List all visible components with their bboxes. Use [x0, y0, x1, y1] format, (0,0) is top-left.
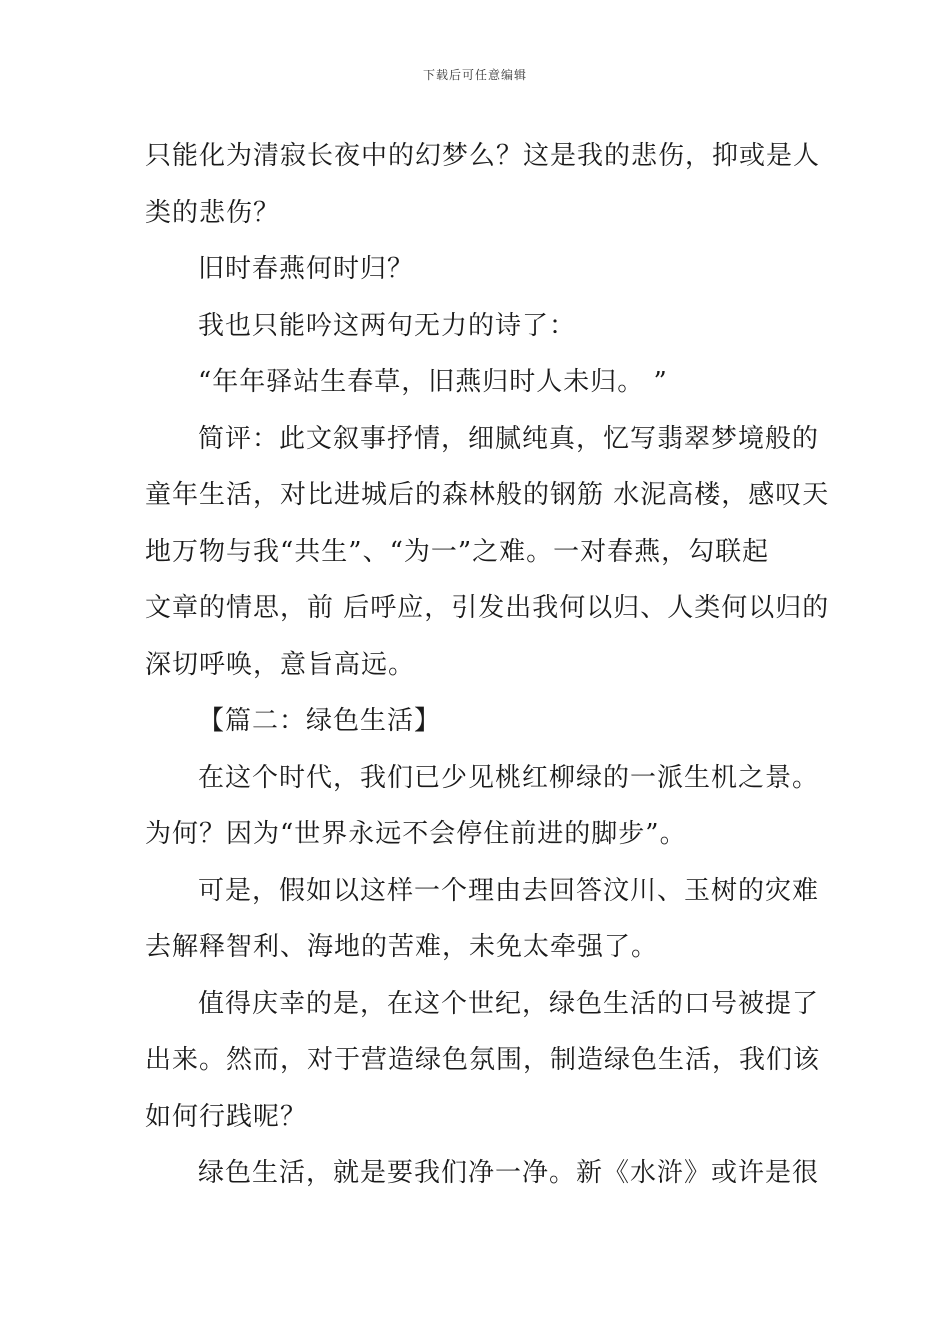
text-line: 去解释智利、海地的苦难，未免太牵强了。 — [145, 932, 659, 962]
text-line: 类的悲伤？ — [145, 197, 281, 228]
text-line: 简评：此文叙事抒情，细腻纯真，忆写翡翠梦境般的 — [198, 423, 820, 454]
text-line: 为何？因为“世界永远不会停住前进的脚步”。 — [145, 819, 687, 849]
section-heading: 【篇二：绿色生活】 — [198, 706, 442, 736]
text-line: 我也只能吟这两句无力的诗了： — [198, 310, 577, 341]
text-line: 地万物与我“共生”、“为一”之难。一对春燕，勾联起 — [145, 536, 770, 567]
text-line: 文章的情思，前 后呼应，引发出我何以归、人类何以归的 — [145, 593, 830, 623]
body-text — [145, 128, 830, 1202]
text-line: 旧时春燕何时归？ — [198, 254, 415, 284]
text-line: 只能化为清寂长夜中的幻梦么？这是我的悲伤，抑或是人 — [145, 141, 821, 171]
text-line: 值得庆幸的是，在这个世纪，绿色生活的口号被提了 — [198, 988, 820, 1019]
text-line: 绿色生活，就是要我们净一净。新《水浒》或许是很 — [198, 1158, 820, 1188]
text-line: 出来。然而，对于营造绿色氛围，制造绿色生活，我们该 — [145, 1045, 821, 1075]
text-line: 童年生活，对比进城后的森林般的钢筋 水泥高楼，感叹天 — [145, 480, 830, 510]
page-header: 下载后可任意编辑 — [422, 68, 527, 82]
text-line: 在这个时代，我们已少见桃红柳绿的一派生机之景。 — [198, 762, 820, 793]
text-line: 深切呼唤，意旨高远。 — [145, 649, 416, 680]
text-line: 如何行践呢？ — [145, 1101, 308, 1132]
quote-line: “年年驿站生春草，旧燕归时人未归。 ” — [198, 367, 668, 397]
text-line: 可是，假如以这样一个理由去回答汶川、玉树的灾难 — [198, 875, 820, 906]
